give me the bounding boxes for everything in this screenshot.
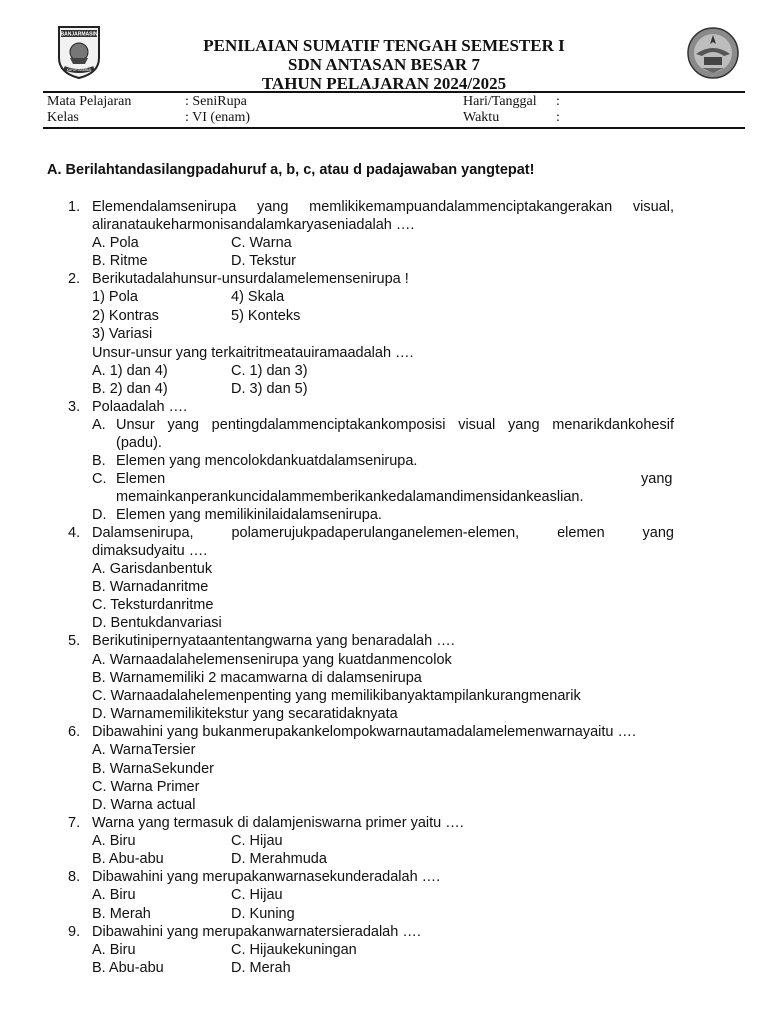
list-item: 2) Kontras — [92, 308, 159, 324]
option-d: D. Bentukdanvariasi — [92, 615, 222, 631]
option-d: D. 3) dan 5) — [231, 381, 308, 397]
question-number: 3. — [68, 399, 81, 415]
question-text: Unsur-unsur yang terkaitritmeatauiramaadalah …. — [92, 345, 414, 361]
option-a: Unsur yang pentingdalammenciptakankomposisi visual yang menarikdankohesif — [116, 417, 674, 433]
option-a: A. Biru — [92, 942, 136, 958]
question-number: 2. — [68, 271, 81, 287]
option-d: D. Merahmuda — [231, 851, 327, 867]
option-a: A. Warnaadalahelemensenirupa yang kuatdanmencolok — [92, 652, 452, 668]
section-instruction: A. Berilahtandasilangpadahuruf a, b, c, atau d padajawaban yangtepat! — [47, 162, 535, 178]
option-d: D. Merah — [231, 960, 291, 976]
list-item: 3) Variasi — [92, 326, 153, 342]
question-text: Polaadalah …. — [92, 399, 188, 415]
option-a: A. Biru — [92, 887, 136, 903]
header-bottom-rule — [43, 127, 745, 129]
option-a: A. Garisdanbentuk — [92, 561, 213, 577]
list-item: 4) Skala — [231, 289, 285, 305]
option-b: B. Abu-abu — [92, 851, 164, 867]
svg-text:KAYUH BAIMBAI: KAYUH BAIMBAI — [66, 68, 92, 72]
option-c: yang — [641, 471, 673, 487]
option-d: D. Warnamemilikitekstur yang secaratidaknyata — [92, 706, 398, 722]
option-d: D. Warna actual — [92, 797, 196, 813]
question-text: Berikutinipernyataantentangwarna yang benaradalah …. — [92, 633, 455, 649]
option-d: D. Tekstur — [231, 253, 297, 269]
subject-value: : SeniRupa — [185, 94, 247, 109]
option-c: Elemen — [116, 471, 166, 487]
class-label: Kelas — [47, 110, 79, 125]
option-c: C. Hijau — [231, 833, 283, 849]
option-b: B. Abu-abu — [92, 960, 164, 976]
option-a: A. Pola — [92, 235, 139, 251]
option-c: C. Warna Primer — [92, 779, 200, 795]
option-a: A. Biru — [92, 833, 136, 849]
time-value: : — [556, 110, 560, 125]
question-number: 6. — [68, 724, 81, 740]
question-text: Dibawahini yang bukanmerupakankelompokwarnautamadalamelemenwarnayaitu …. — [92, 724, 637, 740]
date-label: Hari/Tanggal — [463, 94, 537, 109]
option-c: C. Warna — [231, 235, 292, 251]
time-label: Waktu — [463, 110, 500, 125]
list-item: 5) Konteks — [231, 308, 301, 324]
option-c-continued: memainkanperankuncidalammemberikankedalamandimensidankeaslian. — [116, 489, 584, 505]
question-number: 5. — [68, 633, 81, 649]
question-number: 7. — [68, 815, 81, 831]
option-letter: A. — [92, 417, 106, 433]
option-c: C. Teksturdanritme — [92, 597, 214, 613]
list-item: 1) Pola — [92, 289, 138, 305]
question-text: Dibawahini yang merupakanwarnasekunderadalah …. — [92, 869, 441, 885]
question-text: aliranataukeharmonisandalamkaryaseniadalah …. — [92, 217, 415, 233]
option-a: A. 1) dan 4) — [92, 363, 168, 379]
question-text: Dibawahini yang merupakanwarnatersieradalah …. — [92, 924, 421, 940]
option-b: B. Ritme — [92, 253, 148, 269]
subject-label: Mata Pelajaran — [47, 94, 132, 109]
option-d: D. Kuning — [231, 906, 295, 922]
option-d: Elemen yang memilikinilaidalamsenirupa. — [116, 507, 382, 523]
academic-year: TAHUN PELAJARAN 2024/2025 — [261, 74, 507, 93]
option-a: A. WarnaTersier — [92, 742, 196, 758]
option-c: C. Hijaukekuningan — [231, 942, 357, 958]
option-c: C. 1) dan 3) — [231, 363, 308, 379]
date-value: : — [556, 94, 560, 109]
question-text: dimaksudyaitu …. — [92, 543, 208, 559]
question-text: Elemendalamsenirupa yang memlikikemampuandalammenciptakangerakan visual, — [92, 199, 674, 215]
option-b: B. 2) dan 4) — [92, 381, 168, 397]
option-letter: D. — [92, 507, 107, 523]
option-b: Elemen yang mencolokdankuatdalamsenirupa. — [116, 453, 418, 469]
option-c: C. Warnaadalahelemenpenting yang memilikibanyaktampilankurangmenarik — [92, 688, 581, 704]
class-value: : VI (enam) — [185, 110, 251, 125]
exam-title: PENILAIAN SUMATIF TENGAH SEMESTER I — [203, 36, 565, 55]
question-number: 1. — [68, 199, 81, 215]
option-b: B. Warnadanritme — [92, 579, 209, 595]
option-b: B. Warnamemiliki 2 macamwarna di dalamsenirupa — [92, 670, 422, 686]
question-text: Berikutadalahunsur-unsurdalamelemensenirupa ! — [92, 271, 409, 287]
question-number: 4. — [68, 525, 81, 541]
header-top-rule — [43, 91, 745, 93]
question-text: Warna yang termasuk di dalamjeniswarna primer yaitu …. — [92, 815, 464, 831]
option-c: C. Hijau — [231, 887, 283, 903]
question-number: 9. — [68, 924, 81, 940]
option-b: B. WarnaSekunder — [92, 761, 214, 777]
svg-text:BANJARMASIN: BANJARMASIN — [60, 31, 98, 38]
option-letter: C. — [92, 471, 107, 487]
question-text: Dalamsenirupa, polamerujukpadaperulanganelemen-elemen, elemen yang — [92, 525, 674, 541]
option-a-continued: (padu). — [116, 435, 162, 451]
option-b: B. Merah — [92, 906, 151, 922]
option-letter: B. — [92, 453, 106, 469]
school-name: SDN ANTASAN BESAR 7 — [288, 55, 480, 74]
question-number: 8. — [68, 869, 81, 885]
